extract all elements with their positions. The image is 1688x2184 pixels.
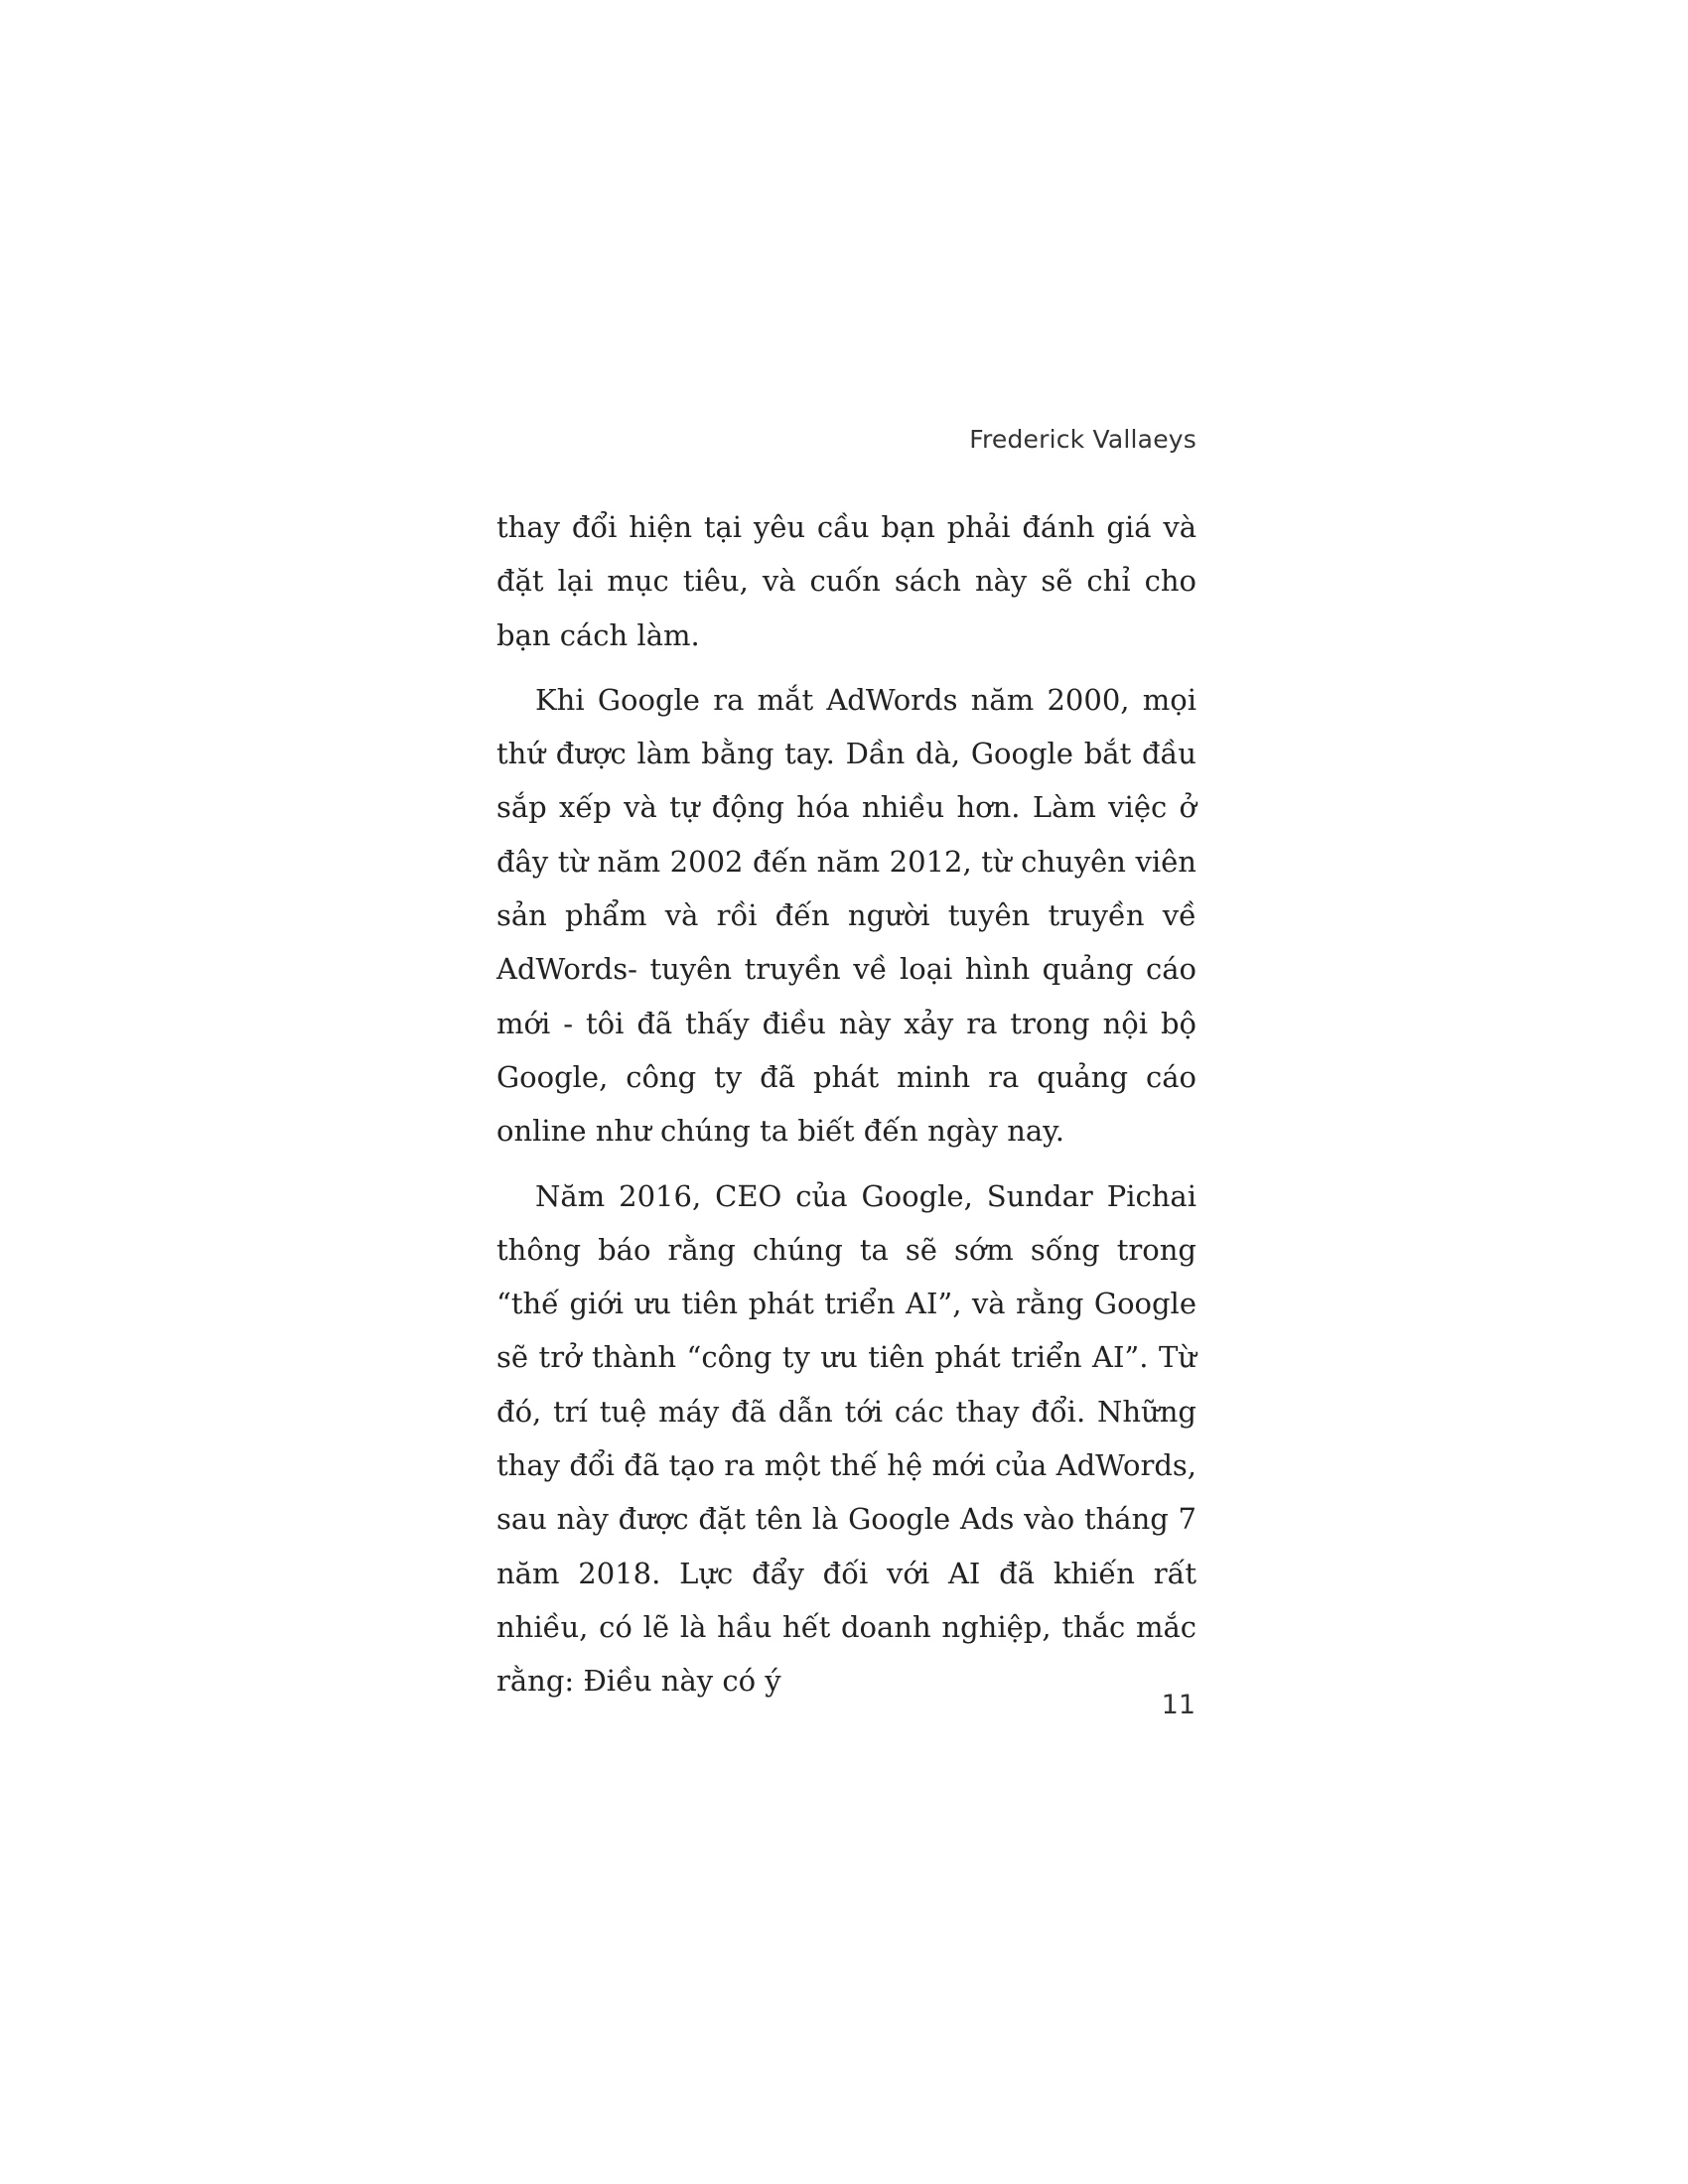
body-text (496, 500, 1196, 1719)
paragraph-ai-first: Năm 2016, CEO của Google, Sundar Pichai thông báo rằng chúng ta sẽ sớm sống trong “thế giới ưu tiên phát triển AI”, và rằng Google sẽ trở thành “công ty ưu tiên phát triển AI”. Từ đó, trí tuệ máy đã dẫn tới các thay đổi. Những thay đổi đã tạo ra một thế hệ mới của AdWords, sau này được đặt tên là Google Ads vào tháng 7 năm 2018. Lực đẩy đối với AI đã khiến rất nhiều, có lẽ là hầu hết doanh nghiệp, thắc mắc rằng: Điều này có ý (496, 1178, 1196, 1699)
paragraph-continuation: thay đổi hiện tại yêu cầu bạn phải đánh giá và đặt lại mục tiêu, và cuốn sách này sẽ chỉ cho bạn cách làm. (496, 510, 1196, 652)
paragraph-adwords-history: Khi Google ra mắt AdWords năm 2000, mọi thứ được làm bằng tay. Dần dà, Google bắt đầu sắp xếp và tự động hóa nhiều hơn. Làm việc ở đây từ năm 2002 đến năm 2012, từ chuyên viên sản phẩm và rồi đến người tuyên truyền về AdWords- tuyên truyền về loại hình quảng cáo mới - tôi đã thấy điều này xảy ra trong nội bộ Google, công ty đã phát minh ra quảng cáo online như chúng ta biết đến ngày nay. (496, 682, 1196, 1149)
page-number: 11 (1161, 1690, 1196, 1720)
running-head-author: Frederick Vallaeys (969, 425, 1196, 454)
